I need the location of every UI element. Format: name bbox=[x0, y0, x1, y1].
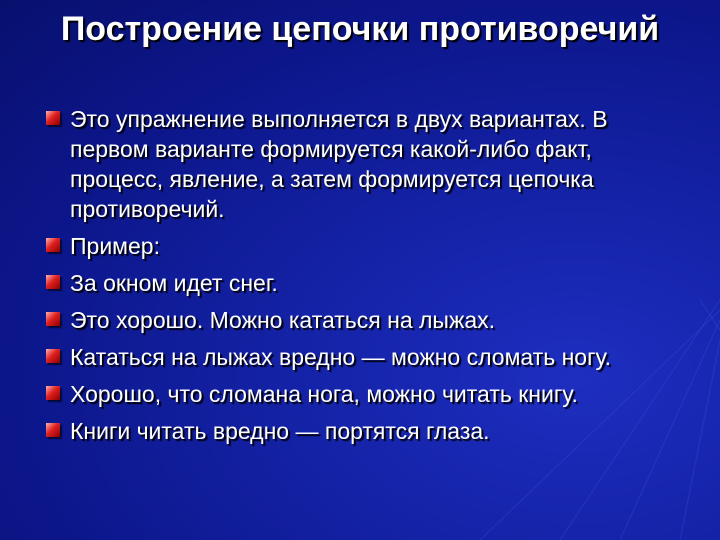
bullet-text: Кататься на лыжах вредно — можно сломать ногу. bbox=[70, 344, 612, 370]
bullet-item bbox=[44, 231, 684, 261]
bullet-item bbox=[44, 342, 684, 372]
bullet-text: За окном идет снег. bbox=[70, 270, 278, 296]
bullet-text: Это хорошо. Можно кататься на лыжах. bbox=[70, 307, 496, 333]
bullet-text: Хорошо, что сломана нога, можно читать книгу. bbox=[70, 381, 578, 407]
bullet-square-icon bbox=[46, 275, 60, 289]
bullet-item bbox=[44, 268, 684, 298]
slide-title: Построение цепочки противоречий bbox=[60, 10, 660, 48]
bullet-item bbox=[44, 305, 684, 335]
bullet-square-icon bbox=[46, 111, 60, 125]
bullet-text: Пример: bbox=[70, 233, 160, 259]
bullet-item bbox=[44, 379, 684, 409]
bullet-square-icon bbox=[46, 349, 60, 363]
bullet-list bbox=[44, 104, 684, 453]
bullet-item bbox=[44, 416, 684, 446]
bullet-square-icon bbox=[46, 386, 60, 400]
bullet-square-icon bbox=[46, 423, 60, 437]
bullet-square-icon bbox=[46, 238, 60, 252]
bullet-text: Это упражнение выполняется в двух вариантах. В первом варианте формируется какой-либо факт, процесс, явление, а затем формируется цепочка противоречий. bbox=[70, 106, 608, 222]
bullet-square-icon bbox=[46, 312, 60, 326]
bullet-text: Книги читать вредно — портятся глаза. bbox=[70, 418, 490, 444]
bullet-item bbox=[44, 104, 684, 224]
